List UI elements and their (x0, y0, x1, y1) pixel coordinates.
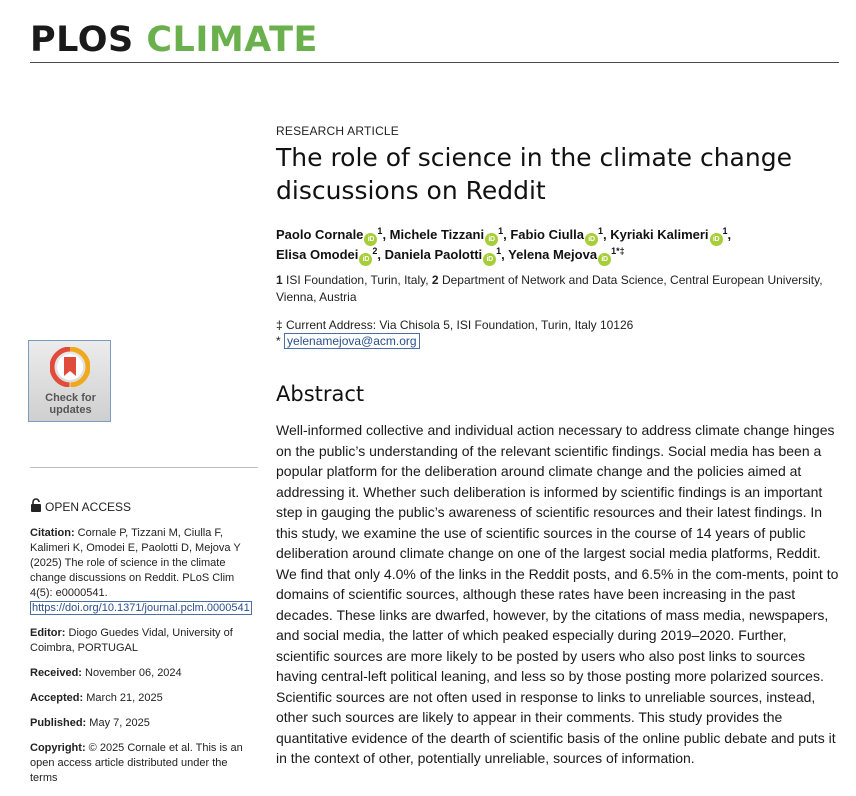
open-access-label: OPEN ACCESS (30, 498, 131, 514)
author-0[interactable]: Paolo Cornale $iD^1$ (276, 227, 382, 242)
check-for-updates-label: Check for updates (45, 392, 96, 416)
article-metadata (30, 526, 258, 796)
accepted-date: Accepted: March 21, 2025 (30, 692, 163, 704)
open-lock-icon (30, 498, 42, 512)
author-4[interactable]: Elisa Omodei $iD^2$ (276, 247, 377, 262)
journal-logo[interactable] (30, 19, 318, 61)
affiliations: 1 ISI Foundation, Turin, Italy, 2 Department of Network and Data Science, Central European University, Vienna, Austria (276, 273, 823, 304)
current-address: ‡ Current Address: Via Chisola 5, ISI Foundation, Turin, Italy 10126 (276, 318, 634, 332)
journal-name-climate: CLIMATE (146, 20, 318, 60)
author-5[interactable]: Daniela Paolotti $iD^1$ (385, 247, 502, 262)
bookmark-ribbon-icon (50, 347, 90, 387)
orcid-icon[interactable]: iD (364, 233, 377, 246)
sidebar-divider (30, 467, 258, 468)
abstract-heading: Abstract (276, 382, 365, 406)
orcid-icon[interactable]: iD (485, 233, 498, 246)
corresponding-email-row (276, 333, 836, 349)
doi-link[interactable]: https://doi.org/10.1371/journal.pclm.0000541 (32, 602, 250, 614)
current-address-block (276, 317, 836, 349)
author-2[interactable]: Fabio Ciulla $iD^1$ (510, 227, 603, 242)
author-1[interactable]: Michele Tizzani $iD^1$ (390, 227, 503, 242)
email-link[interactable]: yelenamejova@acm.org (284, 333, 420, 349)
check-for-updates-button[interactable] (28, 340, 111, 422)
editor: Editor: Diogo Guedes Vidal, University of Coimbra, PORTUGAL (30, 627, 233, 654)
article-type: RESEARCH ARTICLE (276, 124, 400, 138)
copyright: Copyright: © 2025 Cornale et al. This is an open access article distributed under the terms (30, 742, 243, 784)
orcid-icon[interactable]: iD (585, 233, 598, 246)
citation: Citation: Cornale P, Tizzani M, Ciulla F, Kalimeri K, Omodei E, Paolotti D, Mejova Y (2025) The role of science in the climate change discussions on Reddit. PLoS Clim 4(5): e0000541. https://doi.org/10.1371/journal.pclm.0000541 (30, 527, 250, 614)
abstract-text: Well-informed collective and individual action necessary to address climate change hinges on the public’s understanding of the relevant scientific findings. Social media has been a popular platform for the deliberation around climate change and the policies aimed at addressing it. Whether such deliberation is informed by scientific findings is an important step in gauging the public’s awareness of scientific resources and their latest findings. In this study, we examine the use of scientific sources in the course of 14 years of public deliberation around climate change on one of the largest social media platforms, Reddit. We find that only 4.0% of the links in the Reddit posts, and 6.5% in the com-ments, point to domains of scientific sources, although these rates have been increasing in the past decades. These links are dwarfed, however, by the citations of mass media, newspapers, and social media, the latter of which peaked especially during 2019–2020. Further, scientific sources are more likely to be posted by users who also post links to sources having central-left political leaning, and less so by those posting more polarized sources. Scientific sources are not often used in response to links to unreliable sources, instead, other such sources are likely to appear in their comments. This study provides the quantitative evidence of the dearth of scientific basis of the online public debate and puts it in the context of other, potentially unreliable, sources of information. (276, 422, 839, 766)
orcid-icon[interactable]: iD (710, 233, 723, 246)
author-3[interactable]: Kyriaki Kalimeri $iD^1$ (610, 227, 727, 242)
received-date: Received: November 06, 2024 (30, 667, 182, 679)
published-date: Published: May 7, 2025 (30, 717, 150, 729)
author-list: Paolo Cornale $iD^1$, Michele Tizzani $iD^1$, Fabio Ciulla $iD^1$, Kyriaki Kalimeri $iD^1$, Elisa Omodei $iD^2$, Daniela Paolotti $iD^1$, Yelena Mejova $iD^{1*\ddagger}$ (276, 226, 836, 266)
orcid-icon[interactable]: iD (359, 253, 372, 266)
corresponding-mark: * (276, 334, 281, 348)
journal-name-plos: PLOS (30, 20, 134, 60)
orcid-icon[interactable]: iD (483, 253, 496, 266)
header-divider (30, 62, 839, 63)
article-title: The role of science in the climate change discussions on Reddit (276, 143, 792, 205)
author-6[interactable]: Yelena Mejova $iD^{1*\ddagger}$ (508, 247, 624, 262)
orcid-icon[interactable]: iD (598, 253, 611, 266)
